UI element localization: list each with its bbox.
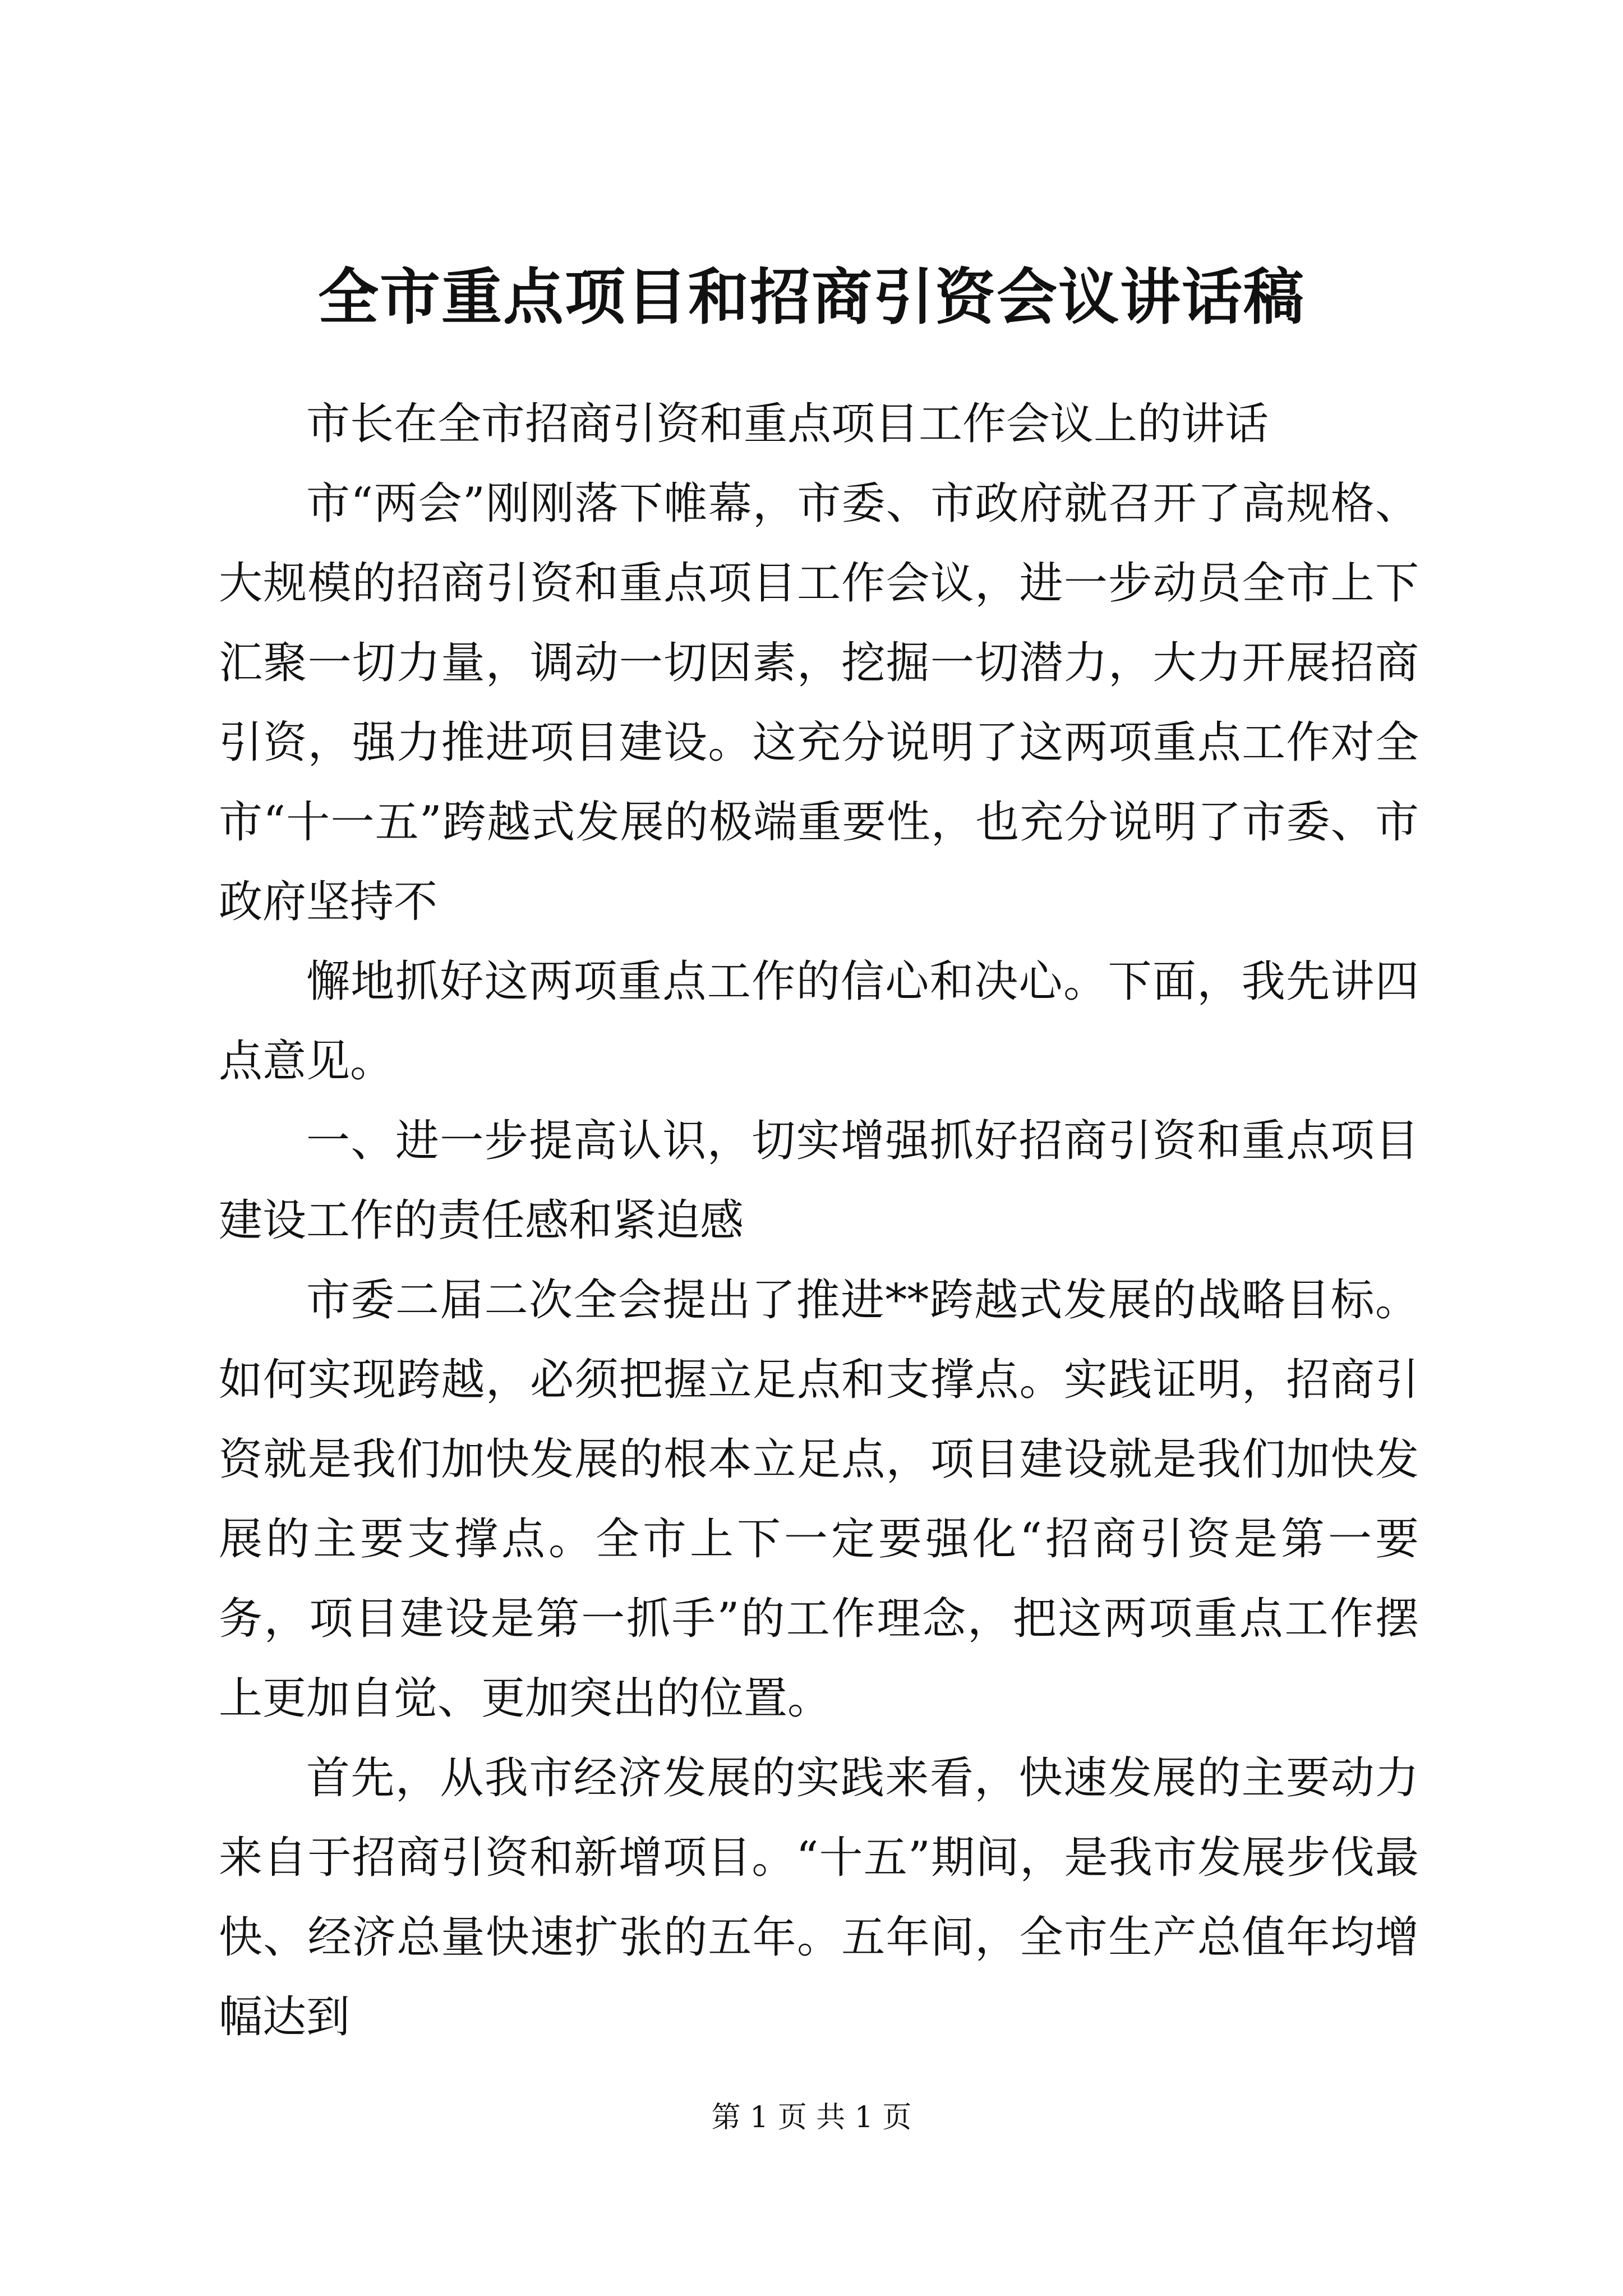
document-title: 全市重点项目和招商引资会议讲话稿: [317, 262, 1305, 333]
body-paragraph: 首先，从我市经济发展的实践来看，快速发展的主要动力来自于招商引资和新增项目。“十五”期间，是我市发展步伐最快、经济总量快速扩张的五年。五年间，全市生产总值年均增幅达到: [219, 1753, 1419, 2042]
subtitle-paragraph: 市长在全市招商引资和重点项目工作会议上的讲话: [306, 399, 1269, 449]
page-footer: 第 1 页 共 1 页: [711, 2101, 912, 2134]
body-paragraph: 懈地抓好这两项重点工作的信心和决心。下面，我先讲四点意见。: [219, 956, 1419, 1087]
document-body: [219, 384, 1419, 2057]
body-paragraph: 市委二届二次全会提出了推进**跨越式发展的战略目标。如何实现跨越，必须把握立足点和支撑点。实践证明，招商引资就是我们加快发展的根本立足点，项目建设就是我们加快发展的主要支撑点。全市上下一定要强化“招商引资是第一要务，项目建设是第一抓手”的工作理念，把这两项重点工作摆上更加自觉、更加突出的位置。: [219, 1275, 1419, 1724]
body-paragraph: 市“两会”刚刚落下帷幕，市委、市政府就召开了高规格、大规模的招商引资和重点项目工作会议，进一步动员全市上下汇聚一切力量，调动一切因素，挖掘一切潜力，大力开展招商引资，强力推进项目建设。这充分说明了这两项重点工作对全市“十一五”跨越式发展的极端重要性，也充分说明了市委、市政府坚持不: [219, 478, 1419, 927]
section-heading: 一、进一步提高认识，切实增强抓好招商引资和重点项目建设工作的责任感和紧迫感: [219, 1116, 1419, 1246]
